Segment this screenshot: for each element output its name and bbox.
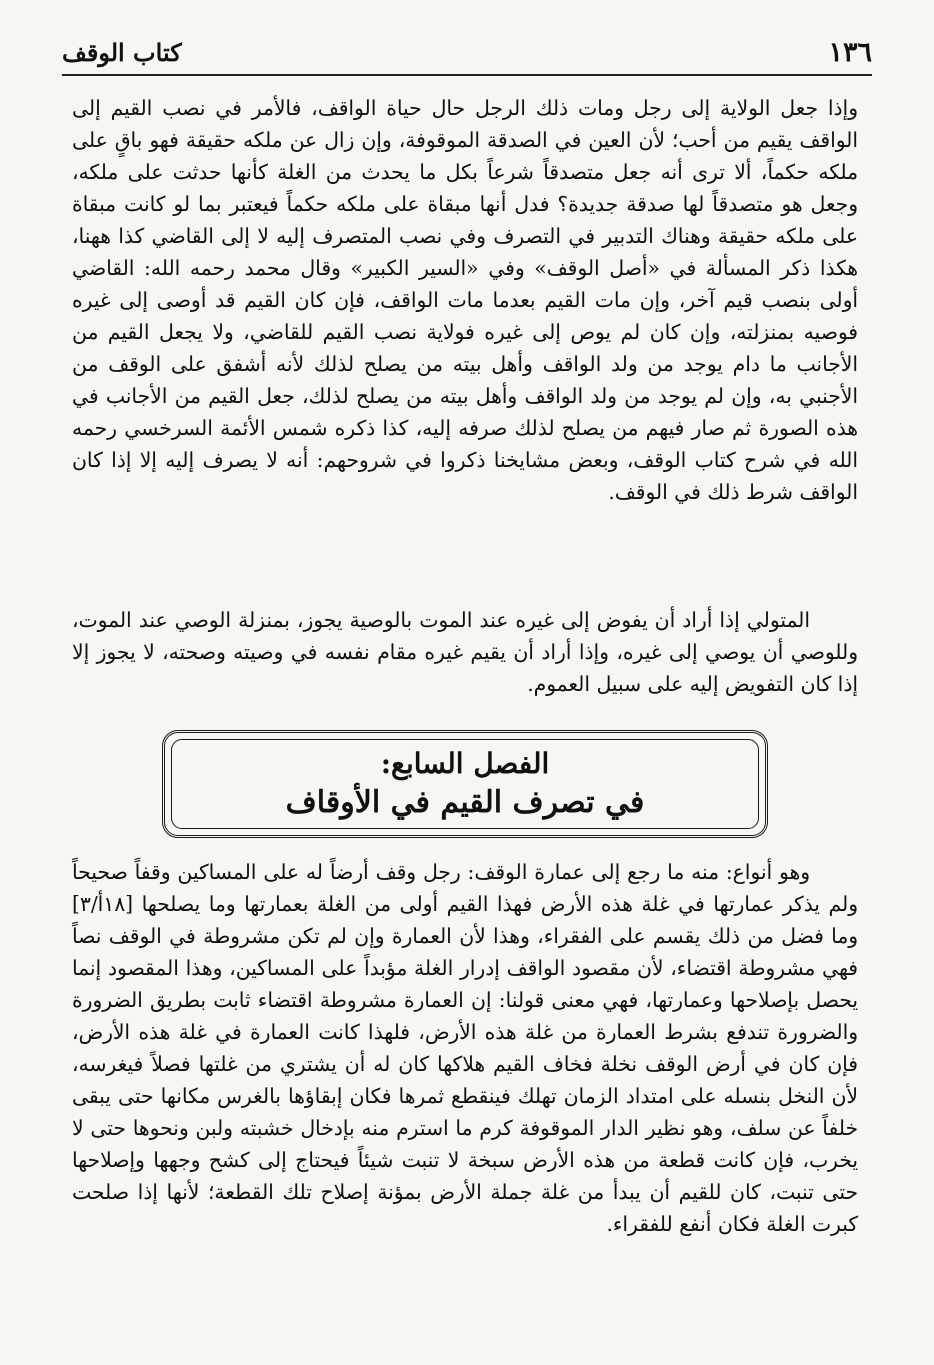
page-header	[62, 30, 872, 76]
paragraph-block-1	[72, 92, 858, 508]
running-title: كتاب الوقف	[62, 37, 182, 67]
paragraph-block-2	[72, 604, 858, 700]
chapter-title: في تصرف القيم في الأوقاف	[285, 785, 645, 820]
paragraph-maintenance: وهو أنواع: منه ما رجع إلى عمارة الوقف: رجل وقف أرضاً له على المساكين وقفاً صحيحاً ولم يذكر عمارتها في غلة هذه الأرض فهذا القيم أولى من الغلة بعمارتها وما يصلحها [١٨أ/٣] وما فضل من ذلك يقسم على الفقراء، وهذا لأن العمارة وإن لم تكن مشروطة في الوقف نصاً فهي مشروطة اقتضاء، لأن مقصود الواقف إدرار الغلة مؤبداً على المساكين، وهذا المقصود إنما يحصل بإصلاحها وعمارتها، فهي معنى قولنا: إن العمارة مشروطة اقتضاء ثابت بطريق الضرورة والضرورة تندفع بشرط العمارة من غلة هذه الأرض، فلهذا كانت العمارة في غلة هذه الأرض، فإن كان في أرض الوقف نخلة فخاف القيم هلاكها كان له أن يشتري من غلتها فصلاً فيغرسه، لأن النخل بنسله على امتداد الزمان تهلك فينقطع ثمرها فكان إبقاؤها بالغرس مكانها حتى يبقى خلفاً عن سلف، وهو نظير الدار الموقوفة كرم ما استرم منه بإدخال خشبته ولبن ونحوها حتى لا يخرب، فإن كانت قطعة من هذه الأرض سبخة لا تنبت شيئاً فيحتاج إلى كشح وجهها وإصلاحها حتى تنبت، كان للقيم أن يبدأ من غلة جملة الأرض بمؤنة إصلاح تلك القطعة؛ لأنها إذا صلحت كبرت الغلة فكان أنفع للفقراء.	[72, 860, 858, 1236]
chapter-label: الفصل السابع:	[380, 747, 550, 780]
paragraph-trustee-delegation: المتولي إذا أراد أن يفوض إلى غيره عند الموت بالوصية يجوز، بمنزلة الوصي عند الموت، وللوصي أن يوصي إلى غيره، وإذا أراد أن يقيم غيره مقام نفسه في وصيته وصحته، لا يجوز إلا إذا كان التفويض إليه على سبيل العموم.	[72, 608, 858, 696]
paragraph-guardianship: وإذا جعل الولاية إلى رجل ومات ذلك الرجل حال حياة الواقف، فالأمر في نصب القيم إلى الواقف يقيم من أحب؛ لأن العين في الصدقة الموقوفة، وإن زال عن ملكه حقيقة فهو باقٍ على ملكه حكماً، ألا ترى أنه جعل متصدقاً شرعاً بكل ما يحدث من الغلة كأنها حدثت على ملكه، وجعل هو متصدقاً لها صدقة جديدة؟ فدل أنها مبقاة على ملكه حكماً فيعتبر بما لو كانت مبقاة على ملكه حقيقة وهناك التدبير في التصرف وفي نصب المتصرف إليه لا إلى القاضي كذا ههنا، هكذا ذكر المسألة في «أصل الوقف» وفي «السير الكبير» وقال محمد رحمه الله: القاضي أولى بنصب قيم آخر، وإن مات القيم بعدما مات الواقف، فإن كان القيم قد أوصى إلى غيره فوصيه بمنزلته، وإن كان لم يوص إلى غيره فولاية نصب القيم للقاضي، ولا يجعل القيم من الأجانب ما دام يوجد من ولد الواقف وأهل بيته من يصلح لذلك لأنه أشفق على الوقف من الأجنبي به، وإن لم يوجد من ولد الواقف وأهل بيته من يصلح لذلك، جعل القيم من الأجانب في هذه الصورة ثم صار فيهم من يصلح لذلك صرفه إليه، كذا ذكره شمس الأئمة السرخسي رحمه الله في شرح كتاب الوقف، وبعض مشايخنا ذكروا في شروحهم: أنه لا يصرف إليه إلا إذا كان الواقف شرط ذلك في الوقف.	[72, 96, 858, 504]
page-number: ١٣٦	[828, 36, 872, 68]
chapter-heading-frame	[162, 730, 768, 838]
chapter-heading-inner-frame	[171, 739, 759, 829]
paragraph-block-3	[72, 856, 858, 1240]
